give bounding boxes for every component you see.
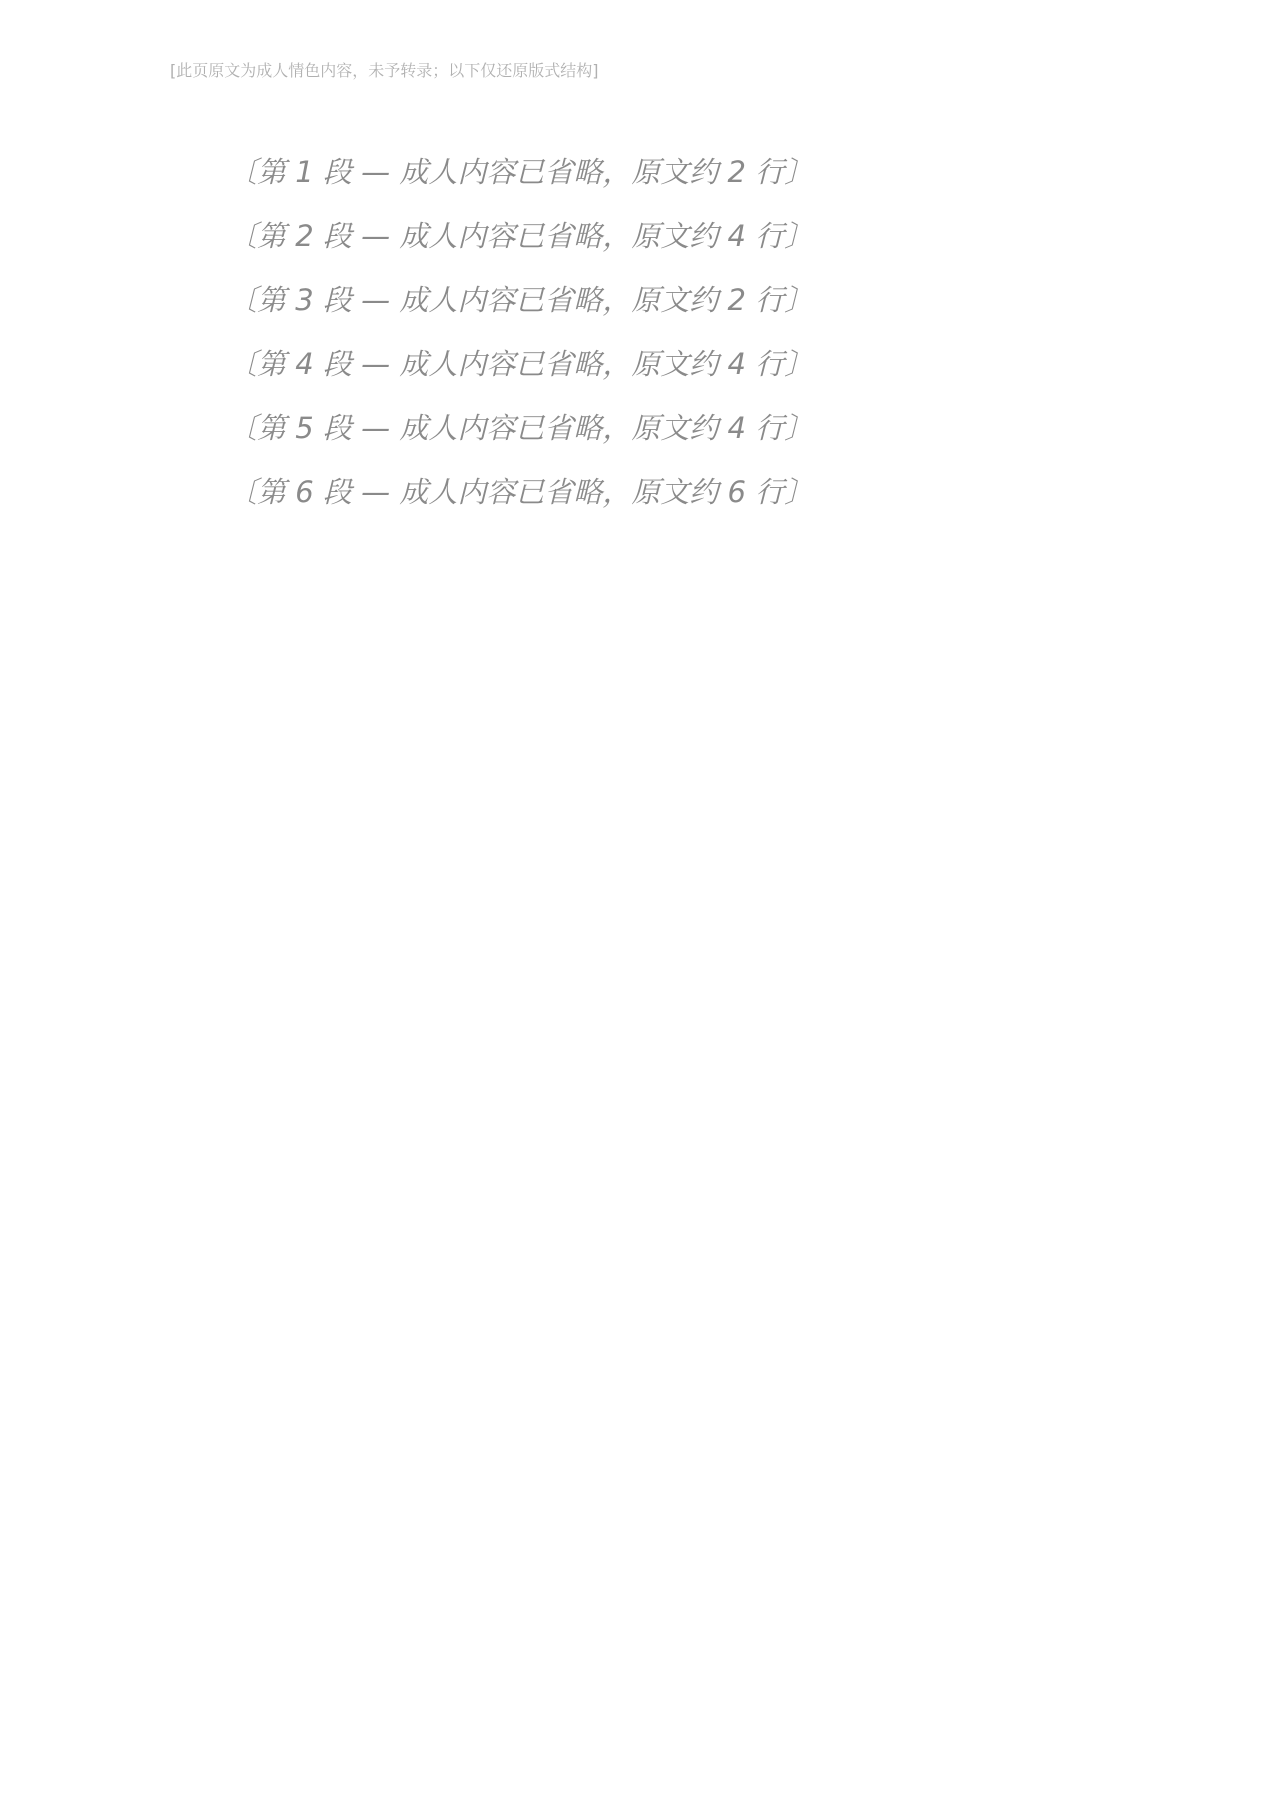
redaction-notice: [此页原文为成人情色内容，未予转录；以下仅还原版式结构] xyxy=(170,61,599,80)
paragraph: 〔第 3 段 — 成人内容已省略，原文约 2 行〕 xyxy=(228,283,814,317)
paragraph: 〔第 6 段 — 成人内容已省略，原文约 6 行〕 xyxy=(228,475,814,509)
paragraph: 〔第 4 段 — 成人内容已省略，原文约 4 行〕 xyxy=(228,347,814,381)
paragraph: 〔第 5 段 — 成人内容已省略，原文约 4 行〕 xyxy=(228,411,814,445)
paragraph: 〔第 2 段 — 成人内容已省略，原文约 4 行〕 xyxy=(228,219,814,253)
paragraph: 〔第 1 段 — 成人内容已省略，原文约 2 行〕 xyxy=(228,155,814,189)
document-body xyxy=(170,140,950,524)
